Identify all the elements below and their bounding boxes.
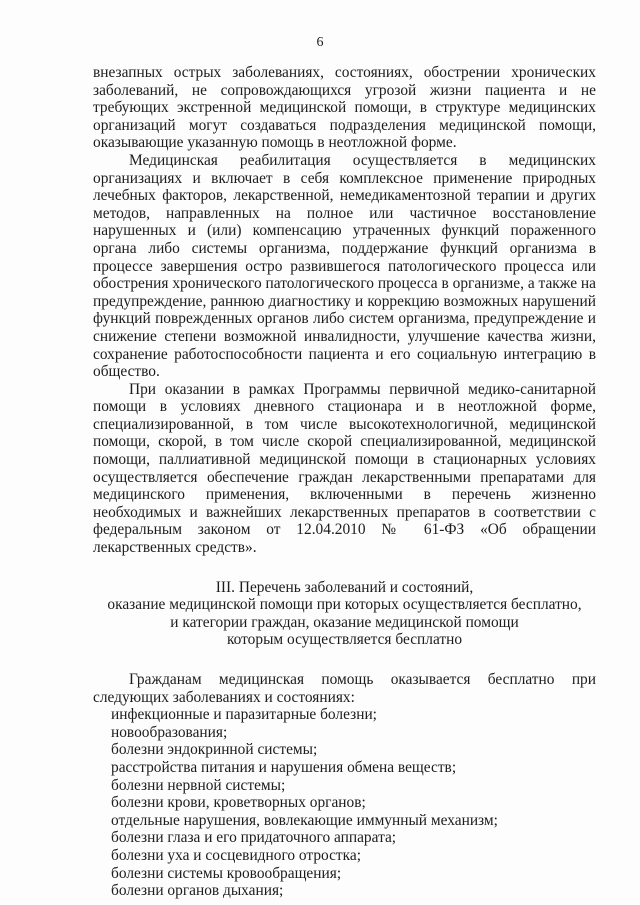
list-item: инфекционные и паразитарные болезни; [111, 706, 377, 724]
list-item: болезни глаза и его придаточного аппарата; [111, 829, 397, 847]
list-item: болезни уха и сосцевидного отростка; [111, 846, 362, 864]
paragraph-drug-provision: При оказании в рамках Программы первичной медико-санитарной помощи в условиях дневного стационара и в неотложной форме, специализированной, в том числе высокотехнологичной, медицинской помощи, скорой, в том числе скорой специализированной, медицинской помощи, паллиативной медицинской помощи в стационарных условиях осуществляется обеспечение граждан лекарственными препаратами для медицинского применения, включенными в перечень жизненно необходимых и важнейших лекарственных препаратов в соответствии с федеральным законом от 12.04.2010 № 61-ФЗ «Об обращении лекарственных средств». [93, 380, 596, 557]
list-item: болезни органов дыхания; [111, 882, 284, 900]
paragraph-emergency-care: внезапных острых заболеваниях, состояниях, обострении хронических заболеваний, не сопровождающихся угрозой жизни пациента и не требующих экстренной медицинской помощи, в структуре медицинских организаций могут создаваться подразделения медицинской помощи, оказывающие указанную помощь в неотложной форме. [93, 64, 596, 152]
disease-list [93, 706, 596, 900]
list-item: болезни системы кровообращения; [111, 864, 342, 882]
section-heading-line: III. Перечень заболеваний и состояний, [215, 578, 474, 596]
list-item: расстройства питания и нарушения обмена веществ; [111, 758, 457, 776]
section-heading-line: и категории граждан, оказание медицинской помощи [170, 613, 519, 631]
list-item: болезни эндокринной системы; [111, 741, 318, 759]
list-intro: Гражданам медицинская помощь оказывается бесплатно при следующих заболеваниях и состояниях: [93, 671, 596, 706]
section-heading-line: оказание медицинской помощи при которых осуществляется бесплатно, [107, 596, 582, 614]
list-item: отдельные нарушения, вовлекающие иммунный механизм; [111, 811, 498, 829]
document-body [93, 64, 596, 900]
section-heading-line: которым осуществляется бесплатно [226, 631, 463, 649]
page-number: 6 [316, 35, 324, 50]
list-item: болезни крови, кроветворных органов; [111, 794, 366, 812]
section-heading [93, 579, 596, 649]
list-item: болезни нервной системы; [111, 776, 286, 794]
list-item: новообразования; [111, 723, 228, 741]
paragraph-medical-rehabilitation: Медицинская реабилитация осуществляется в медицинских организациях и включает в себя комплексное применение природных лечебных факторов, лекарственной, немедикаментозной терапии и других методов, направленных на полное или частичное восстановление нарушенных и (или) компенсацию утраченных функций пораженного органа либо системы организма, поддержание функций организма в процессе завершения остро развившегося патологического процесса или обострения хронического патологического процесса в организме, а также на предупреждение, раннюю диагностику и коррекцию возможных нарушений функций поврежденных органов либо систем организма, предупреждение и снижение степени возможной инвалидности, улучшение качества жизни, сохранение работоспособности пациента и его социальную интеграцию в общество. [93, 151, 596, 381]
